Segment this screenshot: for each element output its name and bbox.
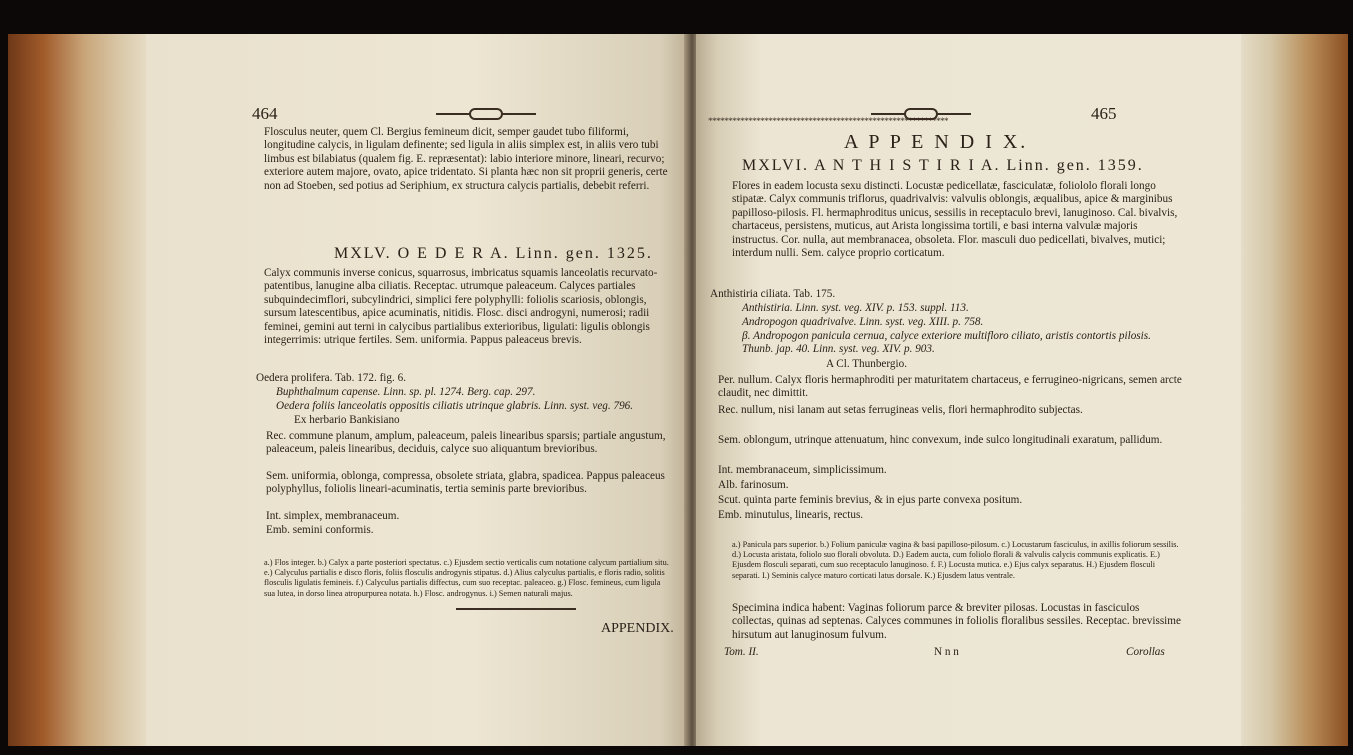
page-number: 465 (1091, 104, 1117, 123)
synonym-line: Anthistiria. Linn. syst. veg. XIV. p. 153. suppl. 113. (742, 302, 969, 314)
synonym-line: β. Andropogon panicula cernua, calyce exteriore multifloro ciliato, aristis contortis pilosis. Thunb. jap. 40. Linn. syst. veg. XIV. p. 903. (742, 330, 1151, 356)
genus-description: Calyx communis inverse conicus, squarrosus, imbricatus squamis lanceolatis recurvato-patentibus, lanugine alba ciliatis. Receptac. utrumque paleaceum. Calyces partiales subquindecimflori, subcylindrici, simplici fere polyphylli: foliolis scariosis, oblongis, sursum latescentibus, apice acuminatis, nitidis. Flosc. disci androgyni, numerosi; radii feminei, gemini aut terni in calycibus partialibus exterioribus, ligulati: ligulis oblongis integerrimis: utrique fertiles. Sem. uniformia. Pappus paleaceus brevis. (264, 267, 658, 347)
species-name: Oedera prolifera. Tab. 172. fig. 6. (256, 372, 406, 384)
integument-paragraph: Int. simplex, membranaceum. (266, 510, 400, 522)
head-ornament (436, 108, 536, 120)
herbarium-note: Ex herbario Bankisiano (294, 414, 400, 426)
seed-paragraph: Sem. oblongum, utrinque attenuatum, hinc convexum, inde sulco longitudinali exaratum, pallidum. (718, 434, 1163, 446)
seed-paragraph: Sem. uniformia, oblonga, compressa, obsolete striata, glabra, spadicea. Pappus paleaceus polyphyllus, foliolis lineari-acuminatis, tertia seminis parte brevioribus. (266, 470, 665, 496)
genus-description: Flores in eadem locusta sexu distincti. Locustæ pedicellatæ, fasciculatæ, foliololo florali longo stipatæ. Calyx communis triflorus, quadrivalvis: valvulis oblongis, æqualibus, apice & marginibus papilloso-pilosis. Fl. hermaphroditus unicus, sessilis in receptaculo brevi, lanuginoso. Cal. bivalvis, chartaceus, persistens, muticus, aut Arista longissima tortili, e basi interna valvulæ majoris instructus. Cor. nulla, aut membranacea, obsoleta. Flor. masculi duo pedicellati, bivalves, mutici; interdum nulli. Sem. calyce proprio corticatum. (732, 180, 1178, 260)
synonym-line: Oedera foliis lanceolatis oppositis ciliatis utrinque glabris. Linn. syst. veg. 796. (276, 400, 634, 412)
embryo-paragraph: Emb. minutulus, linearis, rectus. (718, 509, 864, 521)
right-page-edges (1238, 34, 1348, 746)
integument-paragraph: Int. membranaceum, simplicissimum. (718, 464, 887, 476)
catchword: APPENDIX. (601, 621, 674, 636)
pericarp-paragraph: Per. nullum. Calyx floris hermaphroditi per maturitatem chartaceus, e ferrugineo-nigricans, semen arcte claudit, nec dimittit. (718, 374, 1182, 400)
catchword: Corollas (1126, 646, 1165, 658)
end-rule (456, 608, 576, 610)
figure-footnote: a.) Flos integer. b.) Calyx a parte posteriori spectatus. c.) Ejusdem sectio verticalis cum notatione calycum partialium situ. e.) Calyculus partialis e disco floris, foliis flosculis androgynis stipatus. d.) Alius calyculus partialis, e floris radio, solitis flosculis ligulatis femineis. f.) Calyculus partialis diffectus, cum suo receptac. paleaceo. g.) Flosc. femineus, cum ligula sua lutea, in dorso linea atropurpurea notata. h.) Flosc. androgynus. i.) Semen naturali majus. (264, 558, 669, 598)
embryo-paragraph: Emb. semini conformis. (266, 524, 374, 536)
appendix-title: A P P E N D I X. (844, 131, 1029, 153)
scutellum-paragraph: Scut. quinta parte feminis brevius, & in ejus parte convexa positum. (718, 494, 1023, 506)
figure-footnote: a.) Panicula pars superior. b.) Folium paniculæ vagina & basi papilloso-pilosum. c.) Locustarum fasciculus, in axillis foliorum sessilis. d.) Locusta aristata, foliolo suo florali obvoluta. D.) Eadem aucta, cum foliolo florali & valvulis calycis communis explicatis. E.) Ejusdem flosculi separati, cum suo receptaculo lanuginoso. f. F.) Locusta mutica. e.) Ejus calyx separatus. H.) Ejusdem flosculi separati. I.) Seminis calyce maturo corticati latus dorsale. K.) Ejusdem latus ventrale. (732, 540, 1179, 580)
receptacle-paragraph: Rec. nullum, nisi lanam aut setas ferrugineas velis, flori hermaphrodito subjectas. (718, 404, 1083, 416)
star-border: ************************************************************ (708, 116, 948, 126)
left-page (146, 34, 688, 746)
closing-paragraph: Specimina indica habent: Vaginas foliorum parce & breviter pilosas. Locustas in fasciculos collectas, quinas ad septenas. Calyces communes in foliolis floralibus sessiles. Receptac. brevissime hirsutum aut lanuginosum fulvum. (732, 602, 1181, 641)
left-page-edges (8, 34, 148, 746)
intro-paragraph: Flosculus neuter, quem Cl. Bergius femineum dicit, semper gaudet tubo filiformi, longitudine calycis, in ligulam definente; sed ligula in aliis simplex est, in aliis vero tubi limbus est bilabiatus (qualem fig. E. repræsentat): labio interiore minore, lineari, recurvo; exteriore autem majore, ovato, apice tridentato. Si planta hæc non sit proprii generis, certe non ad Stoeben, sed potius ad Seriphium, ex structura calycis partialis, debebit referri. (264, 126, 668, 192)
volume-signature: Tom. II. (724, 646, 759, 658)
book-spread (8, 14, 1348, 749)
albumen-paragraph: Alb. farinosum. (718, 479, 789, 491)
synonym-line: Andropogon quadrivalve. Linn. syst. veg. XIII. p. 758. (742, 316, 984, 328)
species-name: Anthistiria ciliata. Tab. 175. (710, 288, 836, 300)
genus-heading: MXLV. O E D E R A. Linn. gen. 1325. (334, 245, 653, 262)
genus-heading: MXLVI. A N T H I S T I R I A. Linn. gen. 1359. (742, 157, 1144, 174)
page-number: 464 (252, 104, 278, 123)
right-page (696, 34, 1241, 746)
gathering-signature: N n n (934, 646, 959, 658)
receptacle-paragraph: Rec. commune planum, amplum, paleaceum, paleis linearibus sparsis; partiale angustum, paleaceum, paleis linearibus, deciduis, calyce suo aliquantum brevioribus. (266, 430, 666, 456)
synonym-line: Buphthalmum capense. Linn. sp. pl. 1274. Berg. cap. 297. (276, 386, 536, 398)
collector-note: A Cl. Thunbergio. (826, 358, 908, 370)
